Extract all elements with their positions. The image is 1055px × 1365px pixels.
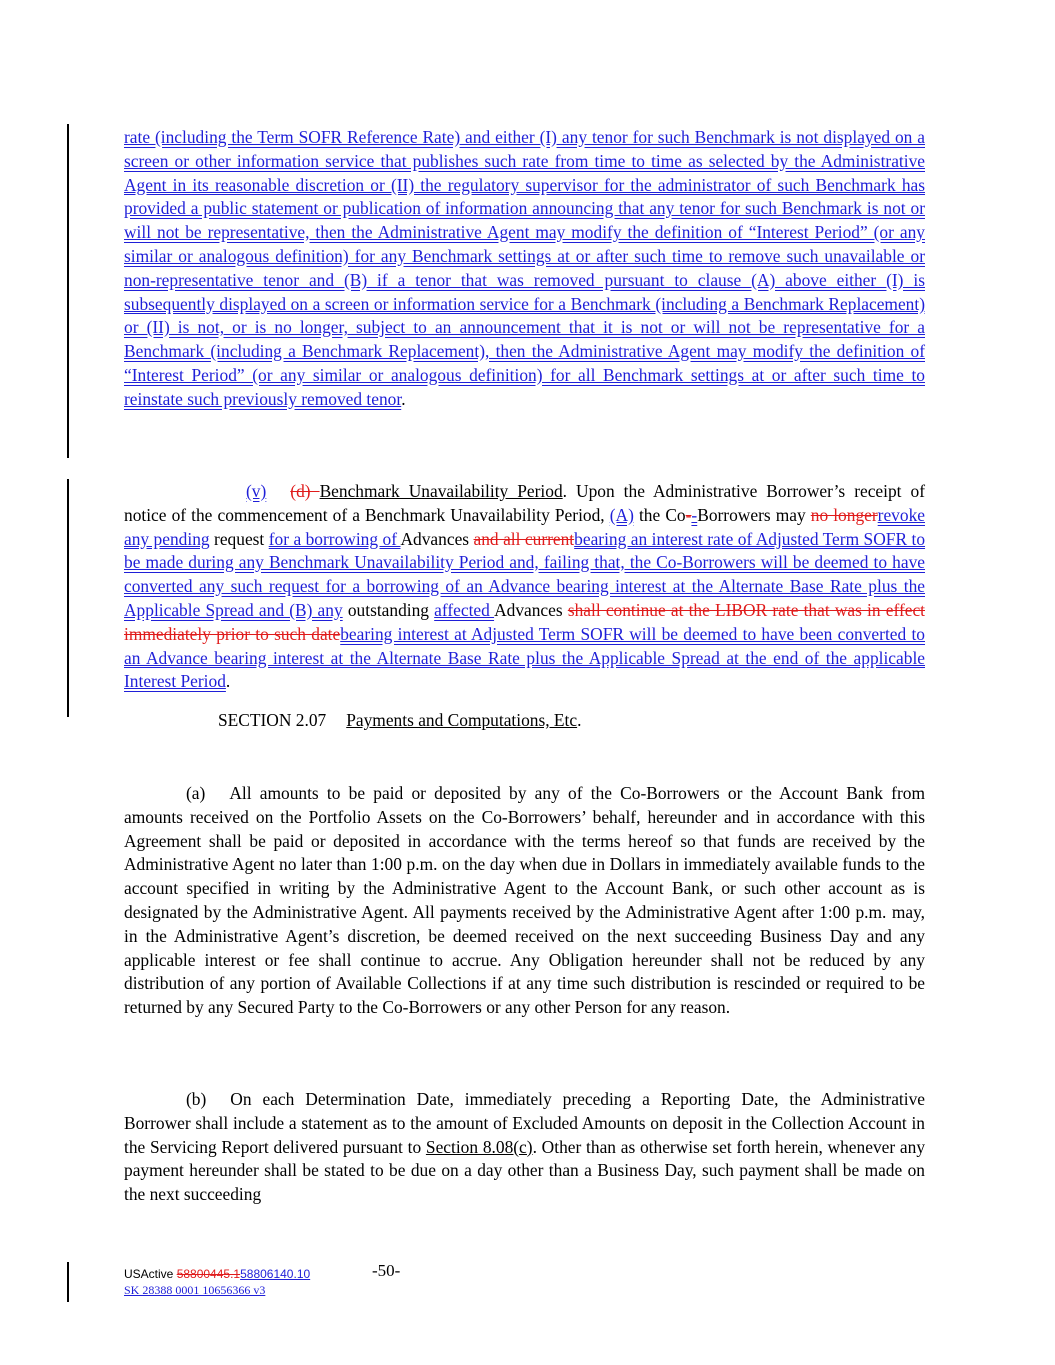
- clause-heading: Benchmark Unavailability Period: [319, 481, 563, 501]
- section-label: SECTION 2.07: [218, 710, 327, 730]
- paragraph-b-number: (b): [186, 1089, 207, 1109]
- paragraph-benchmark-unavailability: (v) (d) Benchmark Unavailability Period. Upon the Administrative Borrower’s receipt of notice of the commencement of a Benchmark Unavailability Period, (A) the Co--Borrowers may no longerrevoke any pending request for a borrowing of Advances and all currentbearing an interest rate of Adjusted Term SOFR to be made during any Benchmark Unavailability Period and, failing that, the Co-Borrowers will be deemed to have converted any such request for a borrowing of an Advance bearing interest at the Alternate Base Rate plus the Applicable Spread and (B) any outstanding affected Advances shall continue at the LIBOR rate that was in effect immediately prior to such datebearing interest at Adjusted Term SOFR will be deemed to have been converted to an Advance bearing interest at the Alternate Base Rate plus the Applicable Spread at the end of the applicable Interest Period.: [124, 481, 926, 692]
- footer-doc-ref: SK 28388 0001 10656366 v3: [124, 1283, 266, 1297]
- section-reference-link[interactable]: Section 8.08(c): [425, 1136, 533, 1157]
- change-bar-3: [67, 1262, 69, 1302]
- inserted-text: rate (including the Term SOFR Reference Rate) and either (I) any tenor for such Benchmark is not displayed on a screen or other information service that publishes such rate from time to time as selected by the Administrative Agent in its reasonable discretion or (II) the regulatory supervisor for the administrator of such Benchmark has provided a public statement or publication of information announcing that any tenor for such Benchmark is not or will not be representative, then the Administrative Agent may modify the definition of “Interest Period” (or any similar or analogous definition) for any Benchmark settings at or after such time to remove such unavailable or non-representative tenor and (B) if a tenor that was removed pursuant to clause (A) above either (I) is subsequently displayed on a screen or information service for a Benchmark (including a Benchmark Replacement) or (II) is not, or is no longer, subject to an announcement that it is not or will not be representative for a Benchmark (including a Benchmark Replacement), then the Administrative Agent may modify the definition of “Interest Period” (or any similar or analogous definition) for all Benchmark settings at or after such time to reinstate such previously removed tenor: [124, 127, 925, 409]
- clause-number-inserted: (v): [246, 481, 267, 501]
- page-footer: [124, 1261, 401, 1298]
- change-bar-1: [67, 124, 69, 458]
- paragraph-a-number: (a): [186, 783, 206, 803]
- section-title: Payments and Computations, Etc: [346, 710, 578, 730]
- footer-doc-id: USActive 58800445.158806140.10: [124, 1267, 311, 1281]
- paragraph-b: (b) On each Determination Date, immediately preceding a Reporting Date, the Administrative Borrower shall include a statement as to the amount of Excluded Amounts on deposit in the Collection Account in the Servicing Report delivered pursuant to Section 8.08(c). Other than as otherwise set forth herein, whenever any payment hereunder shall be stated to be due on a day other than a Business Day, such payment shall be made on the next succeeding: [124, 1089, 926, 1205]
- clause-number-deleted: (d): [290, 481, 320, 501]
- paragraph-tenor-continuation: rate (including the Term SOFR Reference Rate) and either (I) any tenor for such Benchmark is not displayed on a screen or other information service that publishes such rate from time to time as selected by the Administrative Agent in its reasonable discretion or (II) the regulatory supervisor for the administrator of such Benchmark has provided a public statement or publication of information announcing that any tenor for such Benchmark is not or will not be representative, then the Administrative Agent may modify the definition of “Interest Period” (or any similar or analogous definition) for any Benchmark settings at or after such time to remove such unavailable or non-representative tenor and (B) if a tenor that was removed pursuant to clause (A) above either (I) is subsequently displayed on a screen or information service for a Benchmark (including a Benchmark Replacement) or (II) is not, or is no longer, subject to an announcement that it is not or will not be representative for a Benchmark (including a Benchmark Replacement), then the Administrative Agent may modify the definition of “Interest Period” (or any similar or analogous definition) for all Benchmark settings at or after such time to reinstate such previously removed tenor.: [124, 127, 925, 409]
- change-bar-2: [67, 479, 69, 717]
- page-number: -50-: [372, 1261, 401, 1280]
- section-heading: SECTION 2.07 Payments and Computations, Etc.: [218, 710, 582, 730]
- paragraph-a: (a) All amounts to be paid or deposited by any of the Co-Borrowers or the Account Bank from amounts received on the Portfolio Assets on the Co-Borrowers’ behalf, hereunder and in accordance with this Agreement shall be paid or deposited in accordance with the terms hereof so that funds are received by the Administrative Agent no later than 1:00 p.m. on the day when due in Dollars in immediately available funds to the account specified in writing by the Administrative Agent to the Account Bank, or such other account as is designated by the Administrative Agent. All payments received by the Administrative Agent after 1:00 p.m. may, in the Administrative Agent’s discretion, be deemed received on the next succeeding Business Day and any applicable interest or fee shall continue to accrue. Any Obligation hereunder shall not be reduced by any distribution of any portion of Available Collections if at any time such distribution is rescinded or required to be returned by any Secured Party to the Co-Borrowers or any other Person for any reason.: [124, 783, 925, 1018]
